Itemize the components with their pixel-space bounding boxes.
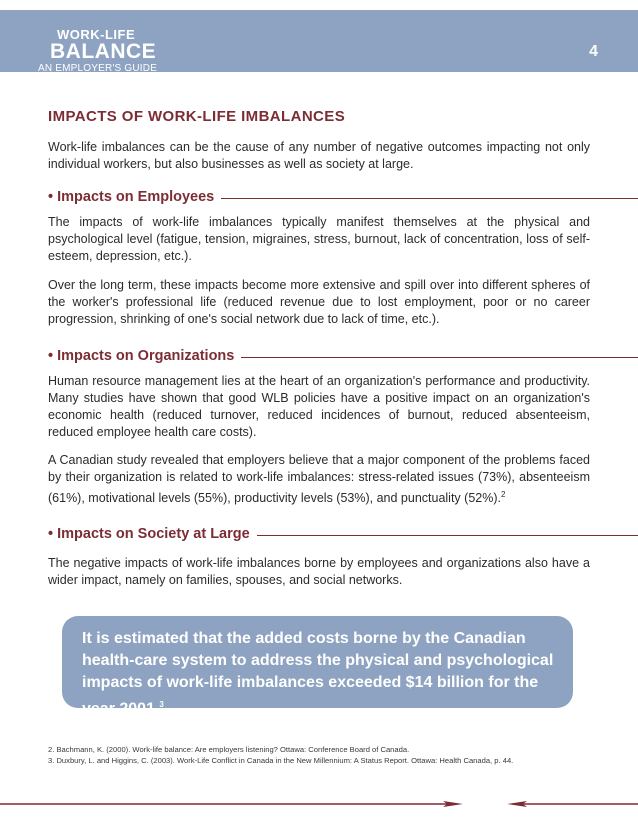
employees-paragraph-1: The impacts of work-life imbalances typically manifest themselves at the physical and psychological level (fatigue, tension, migraines, stress, burnout, lack of concentration, loss of self-esteem, depression, etc.).: [48, 215, 590, 263]
callout-box: [62, 616, 573, 718]
footnote-ref-3: 3: [159, 700, 164, 709]
intro-paragraph: Work-life imbalances can be the cause of any number of negative outcomes impacting not only individual workers, but also businesses as well as society at large.: [48, 140, 590, 171]
footnote-2: 2. Bachmann, K. (2000). Work-life balance: Are employers listening? Ottawa: Conference Board of Canada.: [48, 745, 410, 754]
brand-subtitle: AN EMPLOYER'S GUIDE: [38, 63, 158, 74]
employees-paragraph-2: Over the long term, these impacts become more extensive and spill over into different spheres of the worker's professional life (reduced revenue due to lost employment, poor or no career progression, shrinking of one's social network due to lack of time, etc.).: [48, 278, 590, 326]
subhead-divider: [257, 535, 638, 536]
subhead-organizations: [48, 347, 638, 365]
subhead-society: [48, 525, 638, 543]
page-number: 4: [589, 43, 598, 60]
footnote-ref-2: 2: [500, 490, 506, 499]
footnote-3: 3. Duxbury, L. and Higgins, C. (2003). Work-Life Conflict in Canada in the New Millennium: A Status Report. Ottawa: Health Canada, p. 44.: [48, 756, 514, 765]
brand-title-line1: WORK-LIFE: [57, 27, 136, 42]
brand-title-line2: BALANCE: [50, 40, 157, 63]
subhead-divider: [241, 357, 638, 358]
subhead-employees: [48, 188, 638, 206]
section-heading: IMPACTS OF WORK-LIFE IMBALANCES: [48, 108, 346, 125]
bottom-rule-arrows: [0, 801, 638, 807]
callout-statement: It is estimated that the added costs borne by the Canadian health-care system to address the physical and psychological impacts of work-life imbalances exceeded $14 billion for the year 2001.: [82, 630, 554, 718]
callout-text: [82, 628, 562, 720]
subhead-organizations-title: • Impacts on Organizations: [48, 348, 235, 364]
footnotes: [48, 744, 608, 766]
subhead-employees-title: • Impacts on Employees: [48, 189, 215, 205]
subhead-divider: [221, 198, 638, 199]
organizations-paragraph-2: [48, 452, 590, 507]
society-paragraph: The negative impacts of work-life imbalances borne by employees and organizations also have a wider impact, namely on families, spouses, and social networks.: [48, 556, 590, 587]
organizations-paragraph-1: Human resource management lies at the heart of an organization's performance and productivity. Many studies have shown that good WLB policies have a positive impact on an organization's economic health (reduced turnover, reduced incidences of burnout, reduced absenteeism, reduced employee health care costs).: [48, 374, 590, 439]
page-header: [0, 10, 638, 72]
subhead-society-title: • Impacts on Society at Large: [48, 526, 250, 542]
organizations-paragraph-2-text: A Canadian study revealed that employers believe that a major component of the problems faced by their organization is related to work-life imbalances: stress-related issues (73%), absenteeism (61%), motivational levels (55%), productivity levels (53%), and punctuality (52%).: [48, 453, 590, 506]
